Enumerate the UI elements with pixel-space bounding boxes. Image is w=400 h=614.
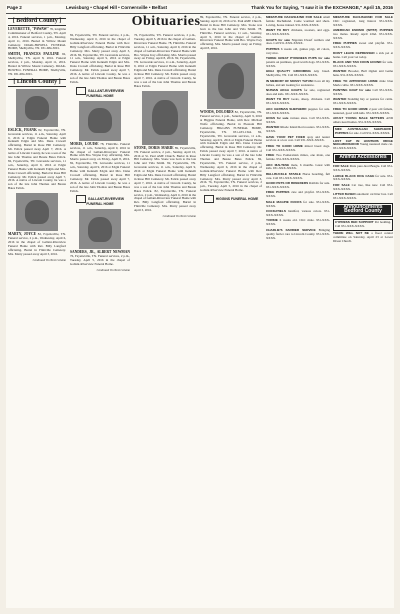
continued-note: Continued On Next Column — [162, 214, 196, 219]
section-animal-accessories: Animal Accessories — [333, 153, 393, 163]
obituary-text: 82, Fayetteville, TN. Funeral service, 2 p.m., Wednesday, April 6, 2016 in the chapel of Gallant-Riverview Funeral Home with Rev. Billy Langford officiating. Burial in Flintville Cemetery. Mrs. Marty passed away April 3, 2016. — [8, 232, 66, 256]
obituary-name: SMITH, FRANCES PAULINE — [8, 52, 60, 57]
classified-ad: PAINTING GOAT for sale Call 931-XXX-XXXX. — [333, 88, 393, 96]
classifieds-column-2 — [333, 16, 393, 608]
section-lincoln: [ Lincoln County ] — [8, 79, 66, 87]
obituary-text: 78, Flintville. Funeral services, 11 a.m., Saturday, April 9, 2016 in the chapel of Gallant-Riverview Funeral Home with Bro. Wayne Ivey officiating. Mrs. Morris passed away on Friday, April 8, 2016. — [200, 26, 262, 51]
classified-ad: AKC GERMAN SHEPHERD puppies for sale. 931-XXX-XXXX. — [266, 106, 330, 115]
obituary-text: 82, Fayetteville, TN. Graveside services, 11 a.m., Saturday, April 9, 2016 at Edgin Funeral Home with Kenneth Edgin and Mrs. Dana Crowell officiating. Burial in Rose Hill Cemetery. Mr. Eslick passed away April 7, 2016. A native of Lincoln County, he was a son of the late John Thomas and Bessie Bates Eslick. — [134, 56, 196, 88]
obituary — [8, 233, 66, 256]
obituary-continued — [200, 16, 262, 51]
obituary-text: 82, Fayetteville, TN. Funeral service, 2 p.m., Saturday, April 9, 2016 at Higgins Funeral Home, with Rev. Michael Wolfe officiating. Burial in Pleasant Hill Cemetery. HIGGINS FUNERAL HOME, Fayetteville, TN. 931-433-1344. — [200, 110, 262, 134]
funeral-home-logo: GALLANT-RIVERVIEW FUNERAL HOME — [70, 87, 130, 99]
classified-ad: ADULT YOUNG MALE SETTERS AND others need homes. 931-XXX-XXXX. — [333, 115, 393, 124]
classified-ad: FREE TO APPROVED HOME male blue Merle collie. 931-XXX-XXXX. — [333, 78, 393, 87]
obituary-text: 89, Fayetteville, TN. Funeral service, 2 p.m., Sunday, April 10, 2016 at St. Paul AME Church. Burial in Rose Hill Cemetery. Mrs. Stone was born to the late John and Vida Smith. — [200, 16, 262, 31]
obituary-text: 82, Fayetteville, TN. Graveside services, 11 a.m., Saturday, April 9, 2016 at Edgin Funeral Home with Kenneth Edgin and Mrs. Dana Crowell officiating. Burial in Rose Hill Cemetery. Mr. Eslick passed away April 7, 2016. A native of Lincoln County, he was a son of the late John Thomas and Bessie Bates Eslick. — [200, 129, 262, 162]
classified-ad: COCKATIELS handfed, various colors. 931-XXX-XXXX. — [266, 209, 330, 217]
classified-ad: WANTED Rhode Island Red roosters. 931-XXX-XXXX. — [266, 125, 330, 134]
column-3 — [134, 34, 196, 608]
column-4 — [200, 16, 262, 608]
obituary-text: 82, Fayetteville, TN. Graveside services, 11 a.m., Saturday, April 9, 2016 at Edgin Funeral Home with Kenneth Edgin and Mrs. Dana Crowell officiating. Burial in Rose Hill Cemetery. Mr. Eslick passed away April 7, 2016. A native of Lincoln County, he was a son of the late John Thomas and Bessie Bates Eslick. — [70, 52, 130, 84]
obituary-text: 76, Fayetteville, TN. Funeral services, 2 p.m., Tuesday, April 5, 2016 in the chapel of Gallant-Riverview Funeral Home. — [70, 254, 130, 267]
obituary — [200, 111, 262, 193]
classified-ad: HAVE YOUR PET FIXED spay and neuter services at a low cost. Call 931-XXX-XXXX. — [266, 134, 330, 143]
section-bedford: [ Bedford County ] — [8, 18, 66, 26]
obituary — [70, 251, 130, 267]
classified-ad: IN MEMORY OF MOSSY TATUM I love all my babies, and am looking for assistance. — [266, 78, 330, 87]
obituary-text: 82, Fayetteville, TN. Graveside services, 11 a.m., Saturday, April 9, 2016 at Edgin Funeral Home with Kenneth Edgin and Mrs. Dana Crowell officiating. Burial in Rose Hill Cemetery. Mr. Eslick passed away April 7, 2016. A native of Lincoln County, he was a son of the late John Thomas and Bessie Bates Eslick. — [8, 158, 66, 191]
classified-ad: BELLBUCKLE STABLE Horse boarding, full care. Call 931-XXX-XXXX. — [266, 171, 330, 180]
obituary — [8, 129, 66, 192]
obituary-text: 82, Fayetteville, TN. Graveside services, 11 a.m., Saturday, April 9, 2016 at Edgin Funeral Home with Kenneth Edgin and Mrs. Dana Crowell officiating. Burial in Rose Hill Cemetery. Mr. Eslick passed away April 7, 2016. A native of Lincoln County, he was a son of the late John Thomas and Bessie Bates Eslick. — [134, 161, 196, 193]
obituary-name: ESLICK, FRANK — [8, 127, 37, 132]
obituary — [70, 143, 130, 194]
classified-ad: MALE MAGPIE DUCKS for sale. 931-XXX-XXXX. — [266, 199, 330, 208]
newspaper-page — [6, 4, 394, 608]
obituary — [134, 147, 196, 213]
classified-ad: LITTER BASED automatic cat litter box. Call 931-XXX-XXXX. — [333, 192, 393, 201]
funeral-home-logo: GALLANT-RIVERVIEW FUNERAL HOME — [70, 195, 130, 207]
classified-ad: AKC MALTESE male, 6 months. Great with kids. 931-XXX-XXXX. — [266, 162, 330, 171]
funeral-home-mark-icon — [76, 195, 86, 203]
obituary-name: WOODS, DOLORES — [200, 110, 234, 115]
classified-ad: MINIATURE DACHSHUND FOR SALE CKC registered, long haired. 931-XXX-XXXX. — [333, 16, 393, 27]
classified-ad: GOATS for sale Nigerian Dwarf wethers and does. Call 931-XXX-XXXX. — [266, 37, 330, 46]
obituary-name: MARTY, JOYCE — [8, 232, 37, 237]
column-1 — [8, 16, 66, 606]
obituary-name: SANDERS, JR., ALBERT NEWMAN — [70, 250, 130, 255]
classified-ad: NUBIAN AKGA GOATS for sale, registered does and kids. 931-XXX-XXXX. — [266, 88, 330, 96]
classified-ad: LOST CAT IN HUNTERS RIDGE NEIGHBORHOOD Young neutered male cat. 931-XXX-XXXX. — [333, 138, 393, 151]
obituary-text: 82, Fayetteville, TN. Graveside services, 11 a.m., Saturday, April 9, 2016 at Edgin Funeral Home with Kenneth Edgin and Mrs. Dana Crowell officiating. Burial in Rose Hill Cemetery. Mr. Eslick passed away April 7, 2016. A native of Lincoln County, he was a son of the late John Thomas and Bessie Bates Eslick. — [70, 161, 130, 193]
funeral-home-mark-icon — [76, 87, 86, 95]
obituary-text: 82, Fayetteville, TN. Funeral service, 2 p.m., Wednesday, April 6, 2016 in the chapel of Gallant-Riverview Funeral Home with Rev. Billy Langford officiating. Burial in Flintville Cemetery. Mrs. Marty passed away April 3, 2016. — [134, 188, 196, 213]
classified-ad: FOR SALE Male pure-bred Beagle. Call 931-XXX-XXXX. — [333, 164, 393, 173]
obituary-name: MORIS, LOUISE — [70, 141, 99, 146]
classified-ad: FREE PUPPIES cute and playful. 931-XXX-XXXX. — [266, 190, 330, 199]
classified-ad: PUPPIES 6 weeks old, guinea pigs, all colors, very nice. — [266, 46, 330, 55]
classified-ad: MINIATURE DACHSHUND FOR SALE small female Dachshund. Come wormed and shots. Loving, house trained. 931-XXX-XXXX. — [266, 16, 330, 27]
obituary-photo — [142, 91, 188, 145]
classified-ad: WANT TO BUY Goats, sheep, chickens. Call 931-XXX-XXXX. — [266, 97, 330, 106]
obituary-text: 82, Fayetteville, TN. Funeral service, 2 p.m., Wednesday, April 6, 2016 in the chapel of Gallant-Riverview Funeral Home with Rev. Billy Langford officiating. Burial in Flintville Cemetery. Mrs. Marty passed away April 3, 2016. — [200, 157, 262, 185]
classified-ad: HIGH QUALITY GROOMING Any breed. Shelbyville, TN. Call 931-XXX-XXXX. — [266, 69, 330, 78]
page-number: Page 2 — [7, 5, 22, 10]
obituary-text: 78, Flintville. Funeral services, 11 a.m., Saturday, April 9, 2016 in the chapel of Gallant-Riverview Funeral Home with Bro. Wayne Ivey officiating. Mrs. Morris passed away on Friday, April 8, 2016. — [70, 141, 130, 162]
classified-ad: BLACK AND TAN COON HOUND for sale. 931-XXX-XXXX. — [333, 60, 393, 68]
funeral-home-logo: HIGGINS FUNERAL HOME — [200, 195, 262, 203]
continued-note: Continued On Next Column — [96, 268, 130, 272]
classified-ad: GOOD PETS OR BREEDERS Rabbits for sale. 931-XXX-XXXX. — [266, 181, 330, 190]
classified-ad: FREE TO GOOD HOME mixed breed dogs. Call 931-XXX-XXXX. — [266, 143, 330, 152]
obituary-text: 89, Fayetteville, TN. Funeral service, 2 p.m., Sunday, April 10, 2016 at St. Paul AME Church. Burial in Rose Hill Cemetery. Mrs. Stone was born to the late John and Vida Smith. — [134, 145, 196, 166]
obituary-photo — [79, 209, 121, 249]
funeral-home-mark-icon — [204, 195, 214, 203]
obituary-name: LEVERETTE, "PAWAW" — [8, 26, 49, 31]
obituary-text: 82, Fayetteville, TN. Graveside services, 11 a.m., Saturday, April 9, 2016 at Edgin Funeral Home with Kenneth Edgin and Mrs. Dana Crowell officiating. Burial in Rose Hill Cemetery. Mr. Eslick passed away April 7, 2016. A native of Lincoln County, he was a son of the late John Thomas and Bessie Bates Eslick. — [8, 127, 66, 160]
obituary — [8, 28, 66, 51]
classified-ad: FREE Two Pomeranian mixes, one male, one female. 931-XXX-XXXX. — [266, 153, 330, 162]
continued-note: Continued On Next Column — [32, 257, 66, 262]
classified-ad: FREE TO GOOD HOME 2-year old female, neutered, good with kids. 931-XXX-XXXX. — [333, 106, 393, 115]
obituary-text: 82, Fayetteville, TN. Funeral service, 2 p.m., Wednesday, April 6, 2016 in the chapel of Gallant-Riverview Funeral Home with Rev. Billy Langford officiating. Burial in Flintville Cemetery. Mrs. Marty passed away April 3, 2016. — [70, 34, 130, 57]
page-header — [6, 4, 394, 14]
classified-ad: HOGS for sale various sizes. Call 931-XXX-XXXX. — [266, 115, 330, 124]
obituary — [8, 53, 66, 76]
header-tagline: Thank You for Saying, "I saw it in the EXCHANGE," April 15, 2016 — [251, 5, 393, 10]
column-2 — [70, 34, 130, 608]
announcement: THERE WILL NOT BE a flood control committee on Saturday, April 23 at Lower Dixon Church. — [333, 231, 393, 243]
edition-towns: Lewisburg • Chapel Hill • Cornersville • Belfast — [66, 5, 168, 10]
classified-ad: YORKIE 6 weeks old. CKC male. 931-XXX-XXXX. — [266, 218, 330, 227]
obituary-text: 76, Fayetteville, TN. Funeral services, 2 p.m., Tuesday, April 5, 2016 in the chapel of Gallant-Riverview Funeral Home. — [200, 180, 262, 193]
classified-ad: WANTED Standing hay or pasture for cattle. 931-XXX-XXXX. — [333, 97, 393, 106]
obituary-photo — [207, 53, 255, 109]
classifieds-column-1 — [266, 16, 330, 608]
classified-ad: LARGE BLACK DOG CAGE for sale. 931-XXX-XXXX. — [333, 173, 393, 182]
obituary-photo — [16, 89, 58, 127]
obituary-text: 76, longtime Commissioner of Bedford County, TN. April 4, 2016. Funeral services, 1 p.m., Monday, April 11, 2016. Buried in Willow Mount Cemetery. DOAK-HOWELL FUNERAL HOME, Shelbyville, TN. 931-684-3001. — [8, 26, 66, 51]
classified-ad: FOR SALE Cat tree, like new. Call 931-XXX-XXXX. — [333, 182, 393, 191]
classified-ad: FREE PUPPIES sweet and playful. 931-XXX-XXXX. — [333, 41, 393, 50]
obituary-text: 78, Flintville. Funeral services, 11 a.m., Saturday, April 9, 2016 in the chapel of Gallant-Riverview Funeral Home with Bro. Wayne Ivey officiating. Mrs. Morris passed away on Friday, April 8, 2016. — [134, 40, 196, 61]
lost-cat-notice: MINI AUSTRALIAN SHEPHERD PUPPIES for sale. Call 931-XXX-XXXX. — [333, 126, 393, 138]
classified-ad: DON'T LEAVE DEPRESSED a sick pet at home. Call your vet today. — [333, 50, 393, 59]
obituary-text: 92, Shelbyville, TN. April 8, 2016. Funeral services, 2 p.m., Monday, April 11, 2016. Buried in Willow Mount Cemetery. DOAK-HOWELL FUNERAL HOME, Shelbyville, TN. 931-684-3001. — [8, 52, 66, 76]
obituary-photo — [16, 193, 58, 231]
classified-ad: WANT TO BUY chickens, roosters, and eggs. 931-XXX-XXXX. — [266, 28, 330, 37]
obituary-photo — [79, 101, 121, 141]
obituary-name: STONE, DORIS MARIE — [134, 145, 174, 150]
classified-ad: CHARLIE'S FARRIER SERVICE Bringing quality farrier care to Lincoln County. 931-XXX-XXXX. — [266, 227, 330, 240]
classified-ad: THREE GREAT PYRENEES PUPS for sale parents on premises, good watch dogs. 931-XXX-XXXX. — [266, 56, 330, 68]
section-announcements: Announcements Bedford County — [333, 203, 393, 217]
classified-ad: AMERICAN ESKIMO (SPITZ) PUPPIES two males. Ready April 22nd. 931-XXX-XXXX. — [333, 28, 393, 41]
page-title: Obituaries — [131, 14, 201, 29]
classified-ad: WANTED Brooder, Bull Ogden and Game hens. 931-XXX-XXXX. — [333, 69, 393, 78]
announcement: CYPRESS BED SUPPORT Pet bedding. Call 931-XXX-XXXX. — [333, 219, 393, 231]
obituary-text: 76, Fayetteville, TN. Funeral services, 2 p.m., Tuesday, April 5, 2016 in the chapel of Gallant-Riverview Funeral Home. — [134, 34, 196, 45]
obituary-continued — [134, 34, 196, 89]
obituary-continued — [70, 34, 130, 85]
